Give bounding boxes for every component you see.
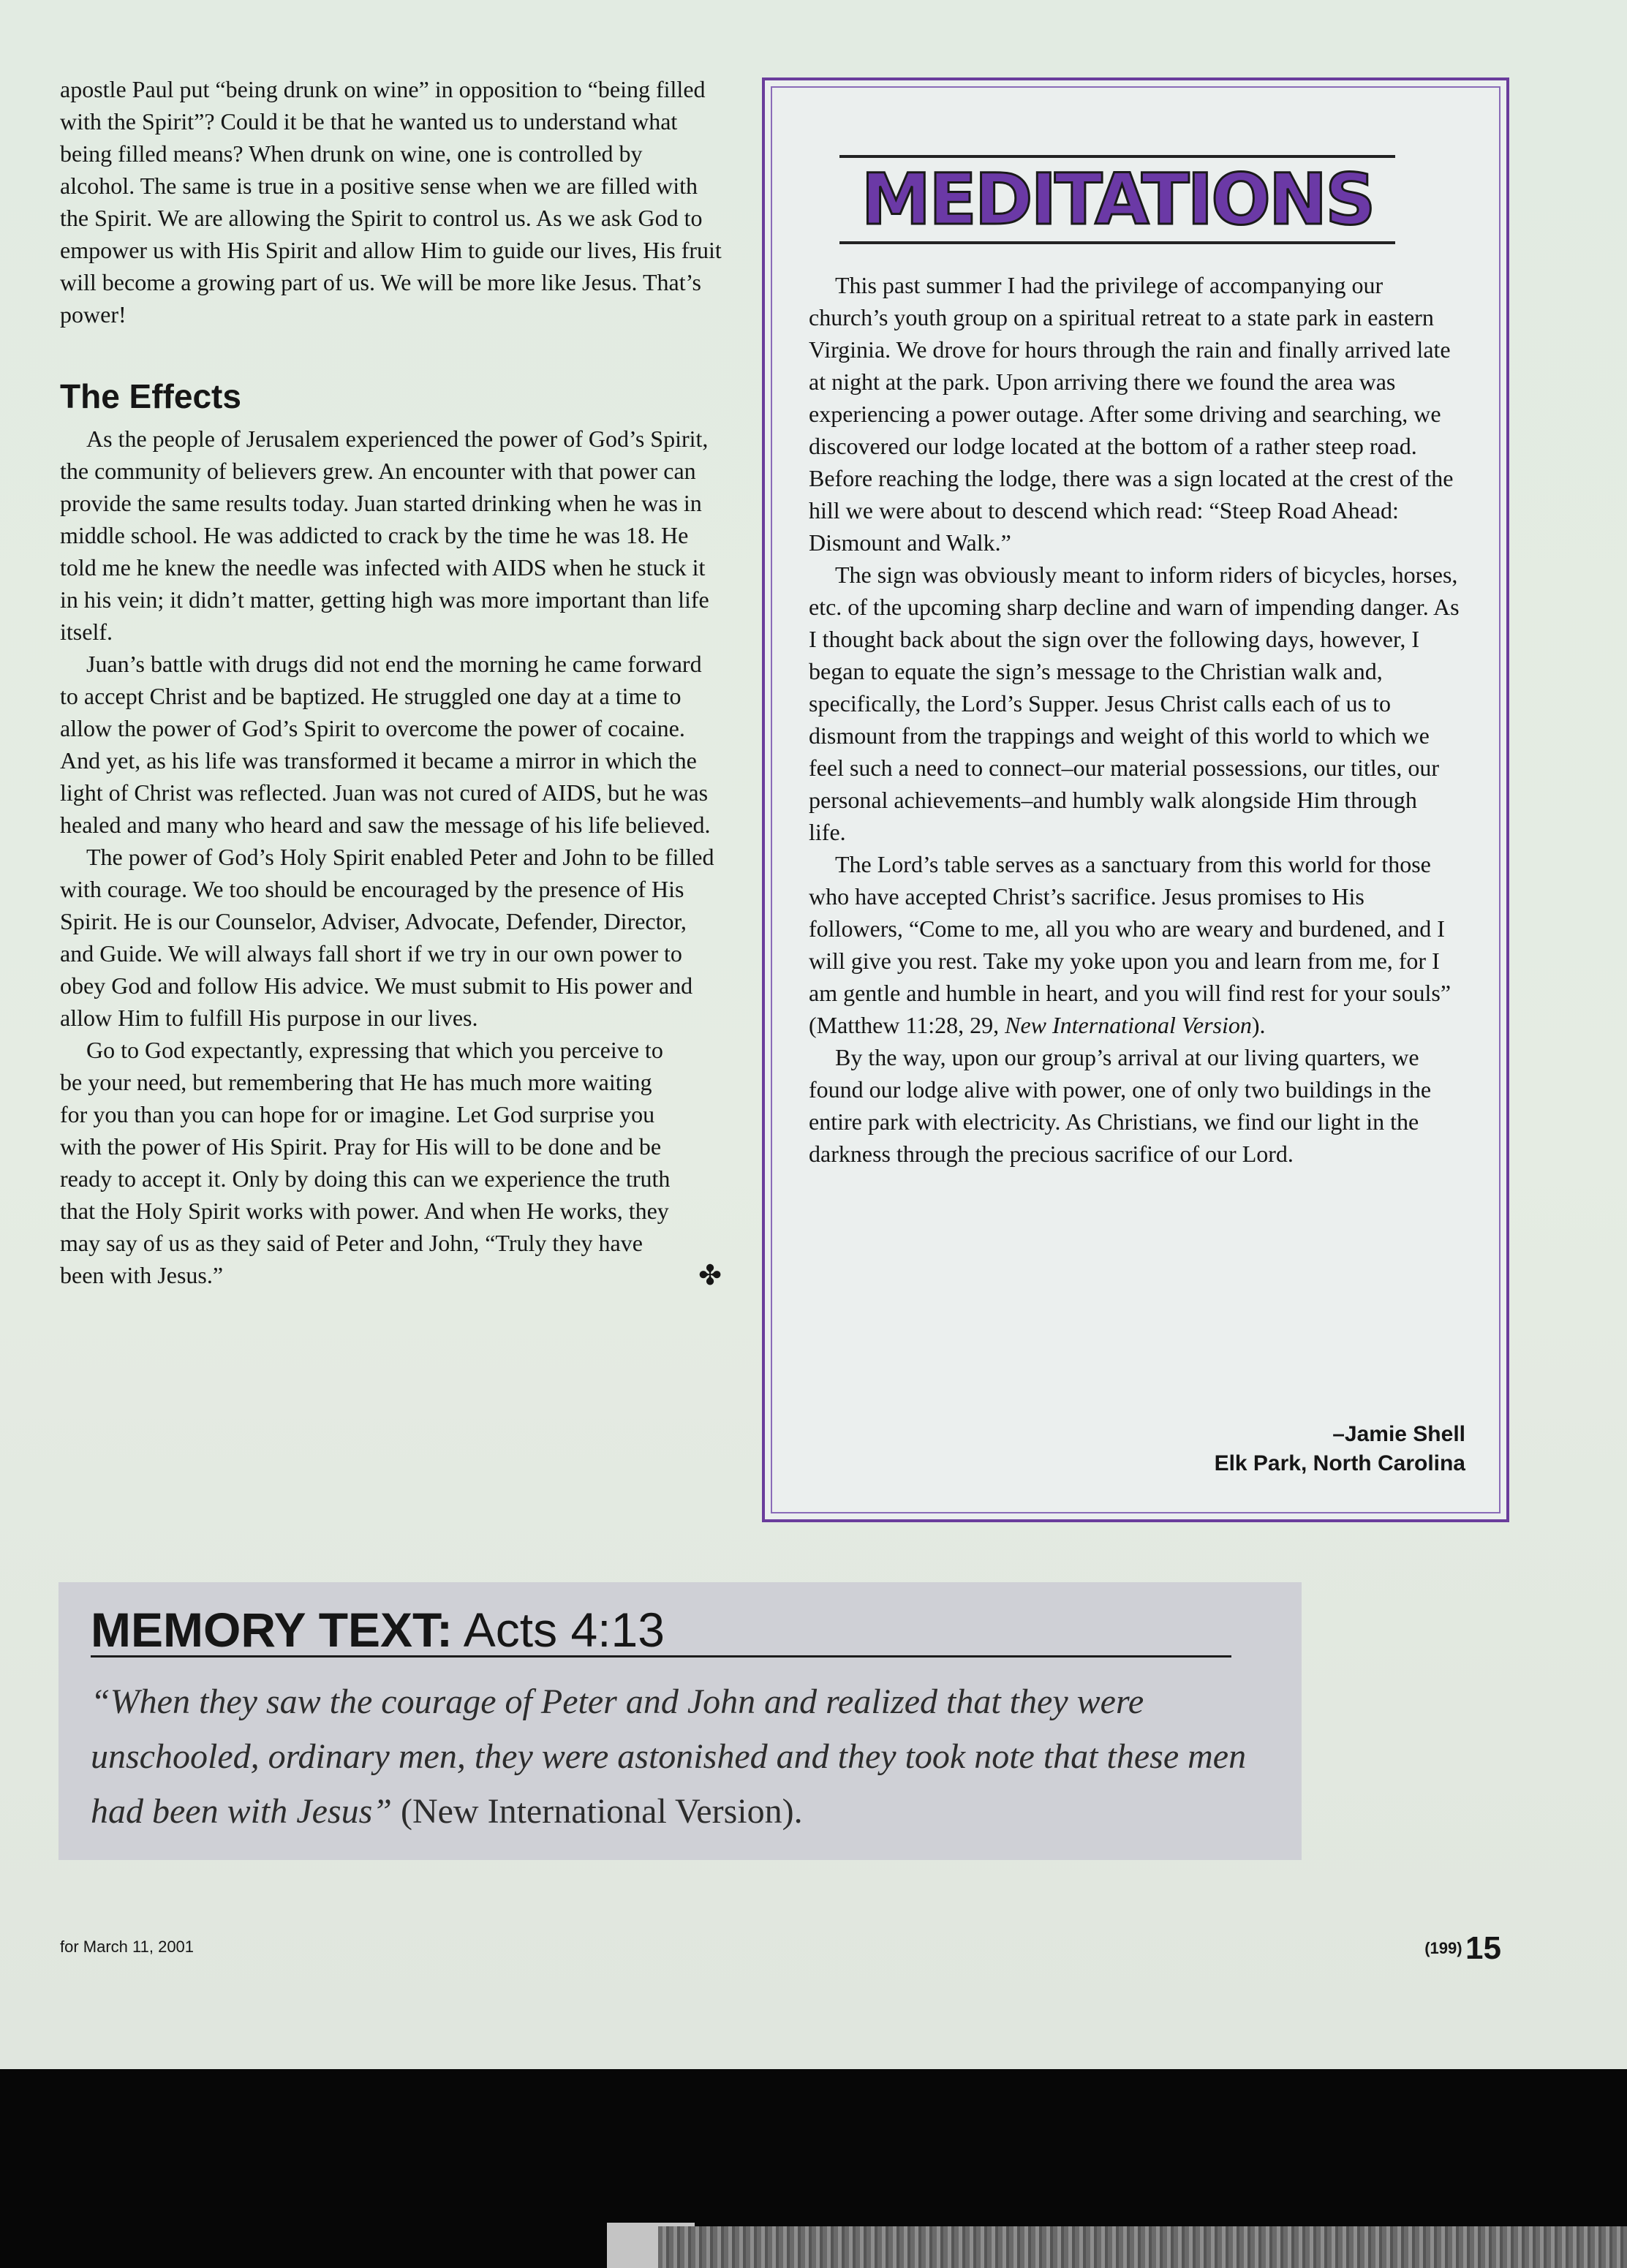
meditations-box — [762, 78, 1509, 1522]
intro-paragraph: apostle Paul put “being drunk on wine” in opposition to “being filled with the Spirit”? Could it be that he wanted us to understand what being filled means? When drunk on wine, one is controlled by alcohol. The same is true in a positive sense when we are filled with the Spirit. We are allowing the Spirit to control us. As we ask God to empower us with His Spirit and allow Him to guide our lives, His fruit will become a growing part of us. We will be more like Jesus. That’s power! — [60, 76, 722, 328]
memory-quote-version: (New International Version). — [391, 1792, 803, 1831]
body-paragraph: The power of God’s Holy Spirit enabled Peter and John to be filled with courage. We too should be encouraged by the presence of His Spirit. He is our Counselor, Adviser, Advocate, Defender, Director, and Guide. We will always fall short if we try in our own power to obey God and follow His advice. We must submit to His power and allow Him to fulfill His purpose in our lives. — [60, 844, 714, 1031]
meditation-paragraph: By the way, upon our group’s arrival at our living quarters, we found our lodge alive with power, one of only two buildings in the entire park with electricity. As Christians, we find our light in the darkness through the precious sacrifice of our Lord. — [809, 1044, 1432, 1167]
body-paragraph: Go to God expectantly, expressing that which you perceive to be your need, but remembering that He has much more waiting for you than you can hope for or imagine. Let God surprise you with the power of His Spirit. Pray for His will to be done and be ready to accept it. Only by doing this can we experience the truth that the Holy Spirit works with power. And when He works, they may say of us as they said of Peter and John, “Truly they have been with Jesus.” — [60, 1037, 671, 1288]
meditations-text — [809, 269, 1460, 1170]
bible-version-italic: New International Version — [1005, 1012, 1252, 1038]
body-paragraph: Juan’s battle with drugs did not end the morning he came forward to accept Christ and be baptized. He struggled one day at a time to allow the power of God’s Spirit to overcome the power of cocaine. And yet, as his life was transformed it became a mirror in which the light of Christ was reflected. Juan was not cured of AIDS, but he was healed and many who heard and saw the message of his life believed. — [60, 651, 711, 838]
memory-text-reference: Acts 4:13 — [463, 1603, 665, 1657]
version-close: ). — [1251, 1012, 1266, 1038]
logo-rule — [839, 155, 1395, 158]
end-of-article-icon: ✤ — [698, 1260, 722, 1291]
author-signature — [1215, 1420, 1465, 1478]
meditation-paragraph — [809, 848, 1460, 1041]
page-number-prefix: (199) — [1424, 1939, 1462, 1957]
section-heading: The Effects — [60, 377, 241, 415]
background-surface — [658, 2226, 1627, 2268]
meditation-paragraph: This past summer I had the privilege of accompanying our church’s youth group on a spiritual retreat to a state park in eastern Virginia. We drove for hours through the rain and finally arrived late at night at the park. Upon arriving there we found the area was experiencing a power outage. After some driving and searching, we discovered our lodge located at the bottom of a rather steep road. Before reaching the lodge, there was a sign located at the crest of the hill we were about to descend which read: “Steep Road Ahead: Dismount and Walk.” — [809, 272, 1454, 556]
footer-date: for March 11, 2001 — [60, 1938, 195, 1956]
author-location: Elk Park, North Carolina — [1214, 1451, 1465, 1475]
meditations-logo-text: MEDITATIONS — [861, 159, 1374, 241]
author-name: –Jamie Shell — [1332, 1422, 1465, 1446]
body-paragraph: As the people of Jerusalem experienced the power of God’s Spirit, the community of believers grew. An encounter with that power can provide the same results today. Juan started drinking when he was in middle school. He was addicted to crack by the time he was 18. He told me he knew the needle was infected with AIDS when he stuck it in his vein; it didn’t matter, getting high was more important than life itself. — [60, 426, 709, 645]
page-number: 15 — [1465, 1930, 1501, 1966]
left-column — [60, 73, 722, 1291]
memory-text-label: MEMORY TEXT: — [91, 1603, 453, 1657]
memory-quote-italic: “When they saw the courage of Peter and John and realized that they were unschooled, ordinary men, they were astonished and they took note that these men had been with Jesus” — [91, 1682, 1247, 1831]
memory-text-panel — [58, 1582, 1302, 1860]
memory-text-heading — [91, 1603, 1231, 1657]
meditation-paragraph: The sign was obviously meant to inform riders of bicycles, horses, etc. of the upcoming sharp decline and warn of impending danger. As I thought back about the sign over the following days, however, I began to equate the sign’s message to the Christian walk and, specifically, the Lord’s Supper. Jesus Christ calls each of us to dismount from the trappings and weight of this world to which we feel such a need to connect–our material possessions, our titles, our personal achievements–and humbly walk alongside Him through life. — [809, 562, 1460, 845]
meditation-paragraph-text: The Lord’s table serves as a sanctuary from this world for those who have accepted Christ’s sacrifice. Jesus promises to His followers, “Come to me, all you who are weary and burdened, and I will give you rest. Take my yoke upon you and learn from me, for I am gentle and humble in heart, and you will find rest for your souls” (Matthew 11:28, 29, — [809, 851, 1452, 1038]
logo-rule — [839, 241, 1395, 244]
memory-text-quote — [91, 1674, 1253, 1839]
meditations-logo — [839, 145, 1395, 254]
page-number-block — [1424, 1930, 1501, 1967]
